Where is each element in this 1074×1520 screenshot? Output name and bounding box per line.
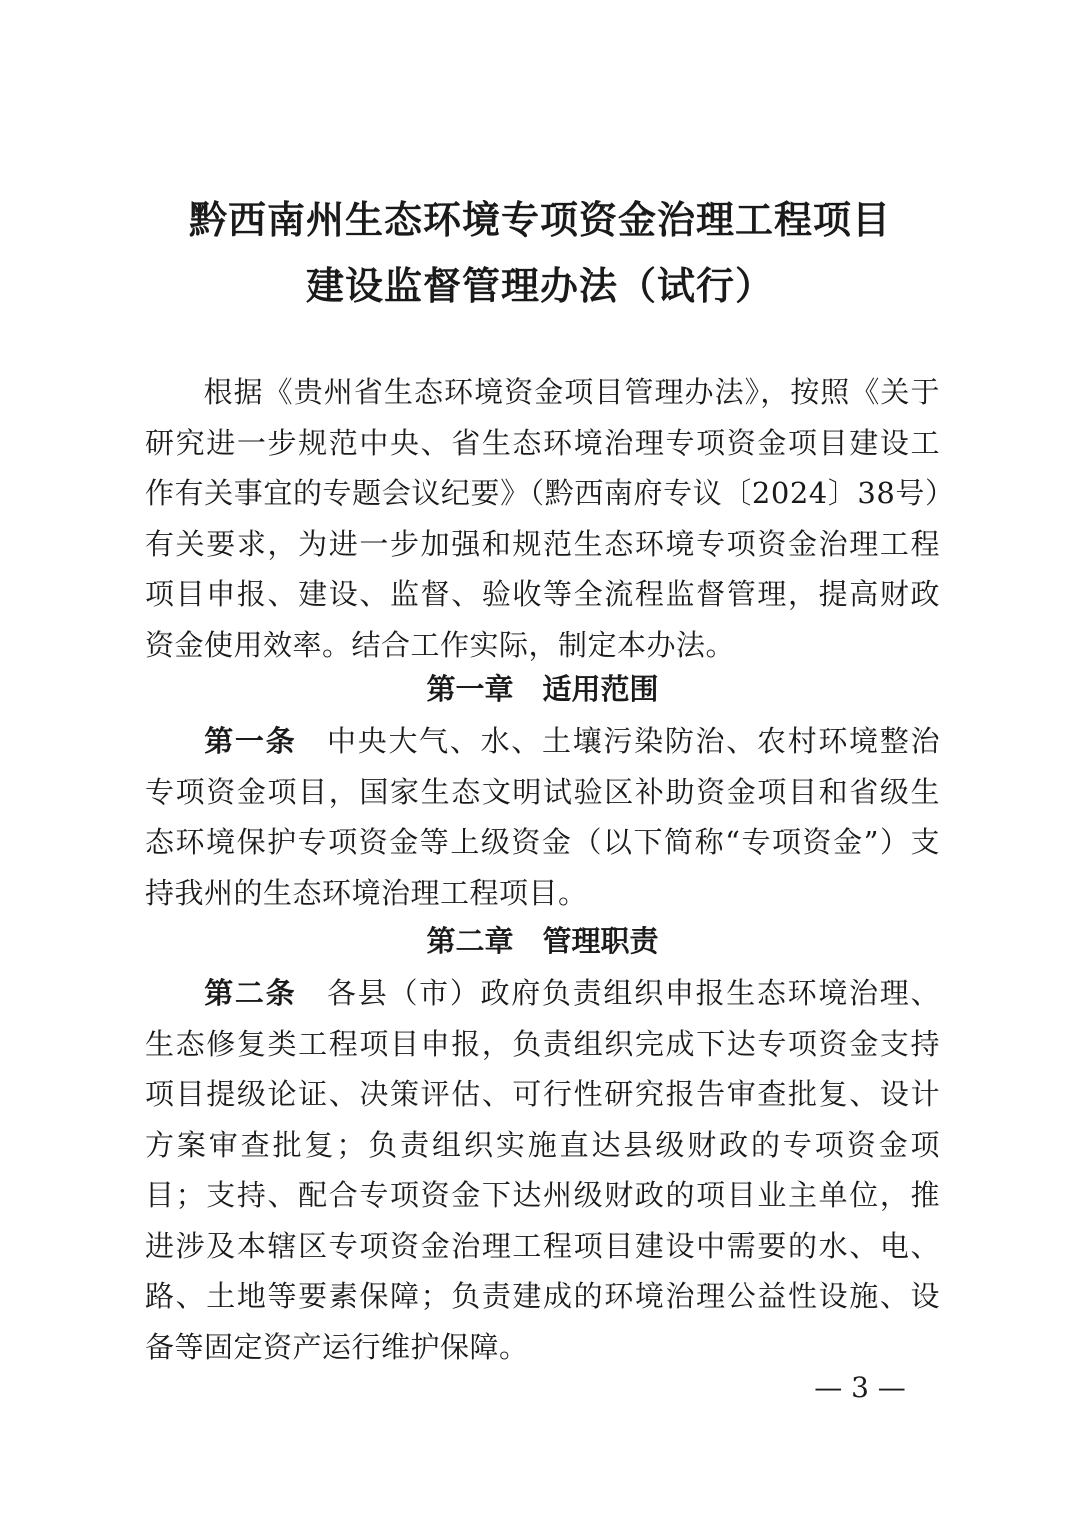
document-title-line-1: 黔西南州生态环境专项资金治理工程项目 (188, 198, 891, 242)
article-2-text: 各县（市）政府负责组织申报生态环境治理、生态修复类工程项目申报，负责组织完成下达专项资金支持项目提级论证、决策评估、可行性研究报告审查批复、设计方案审查批复；负责组织实施直达县级财政的专项资金项目；支持、配合专项资金下达州级财政的项目业主单位，推进涉及本辖区专项资金治理工程项目建设中需要的水、电、路、土地等要素保障；负责建成的环境治理公益性设施、设备等固定资产运行维护保障。 (145, 976, 940, 1364)
preamble-paragraph (145, 367, 940, 670)
chapter-2-heading: 第二章 管理职责 (426, 924, 659, 958)
chapter-1-heading: 第一章 适用范围 (426, 672, 659, 706)
preamble-text: 根据《贵州省生态环境资金项目管理办法》，按照《关于研究进一步规范中央、省生态环境治理专项资金项目建设工作有关事宜的专题会议纪要》（黔西南府专议〔2024〕38号）有关要求，为进一步加强和规范生态环境专项资金治理工程项目申报、建设、监督、验收等全流程监督管理，提高财政资金使用效率。结合工作实际，制定本办法。 (145, 375, 940, 662)
page-number: — 3 — (814, 1371, 906, 1404)
article-1-text: 中央大气、水、土壤污染防治、农村环境整治专项资金项目，国家生态文明试验区补助资金项目和省级生态环境保护专项资金等上级资金（以下简称“专项资金”）支持我州的生态环境治理工程项目。 (145, 724, 940, 910)
article-2-paragraph (145, 968, 940, 1372)
document-title-line-2: 建设监督管理办法（试行） (305, 264, 774, 308)
article-1-label: 第一条 (203, 724, 297, 758)
article-2-label: 第二条 (203, 976, 297, 1010)
article-1-paragraph (145, 716, 940, 918)
